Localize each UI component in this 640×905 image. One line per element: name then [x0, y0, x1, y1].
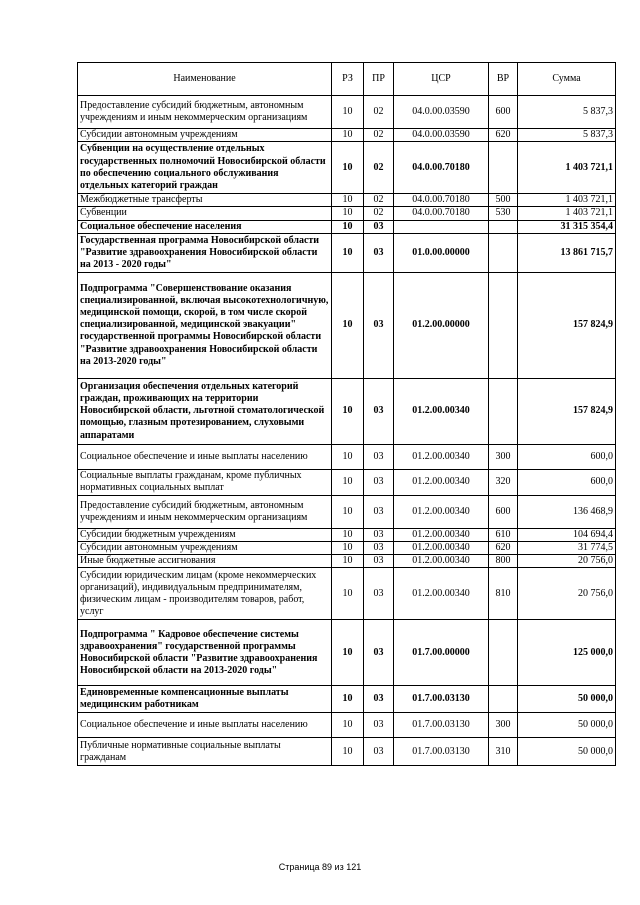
cell-vr: 500: [489, 194, 518, 207]
cell-rz: 10: [332, 495, 364, 528]
table-row: [78, 96, 616, 129]
cell-csr: 01.2.00.00340: [394, 469, 489, 495]
cell-rz: 10: [332, 738, 364, 766]
cell-rz: 10: [332, 207, 364, 220]
table-row: [78, 378, 616, 444]
cell-sum: 600,0: [518, 444, 616, 469]
cell-rz: 10: [332, 129, 364, 142]
cell-pr: 03: [364, 713, 394, 738]
cell-pr: 02: [364, 96, 394, 129]
cell-name: Предоставление субсидий бюджетным, автономным учреждениям и иным некоммерческим организациям: [78, 495, 332, 528]
cell-name: Субвенции: [78, 207, 332, 220]
cell-vr: 600: [489, 495, 518, 528]
table-row: [78, 495, 616, 528]
cell-rz: 10: [332, 142, 364, 194]
cell-vr: [489, 272, 518, 378]
cell-pr: 03: [364, 469, 394, 495]
cell-pr: 02: [364, 194, 394, 207]
cell-pr: 02: [364, 129, 394, 142]
cell-csr: 01.2.00.00340: [394, 542, 489, 555]
cell-rz: 10: [332, 220, 364, 233]
cell-vr: [489, 686, 518, 713]
header-csr: ЦСР: [394, 63, 489, 96]
table-row: [78, 555, 616, 568]
cell-csr: 01.7.00.03130: [394, 713, 489, 738]
page-number: Страница 89 из 121: [278, 862, 362, 872]
cell-vr: 620: [489, 129, 518, 142]
cell-vr: 600: [489, 96, 518, 129]
cell-csr: 04.0.00.03590: [394, 129, 489, 142]
cell-sum: 5 837,3: [518, 129, 616, 142]
cell-name: Субсидии автономным учреждениям: [78, 542, 332, 555]
header-pr: ПР: [364, 63, 394, 96]
cell-pr: 03: [364, 233, 394, 272]
cell-csr: 01.2.00.00340: [394, 378, 489, 444]
cell-rz: 10: [332, 194, 364, 207]
cell-pr: 03: [364, 444, 394, 469]
cell-sum: 20 756,0: [518, 568, 616, 620]
cell-sum: 157 824,9: [518, 272, 616, 378]
cell-rz: 10: [332, 96, 364, 129]
cell-csr: 01.7.00.00000: [394, 620, 489, 686]
cell-name: Межбюджетные трансферты: [78, 194, 332, 207]
cell-rz: 10: [332, 444, 364, 469]
cell-csr: 01.2.00.00340: [394, 568, 489, 620]
cell-csr: 01.2.00.00000: [394, 272, 489, 378]
cell-csr: 04.0.00.03590: [394, 96, 489, 129]
cell-sum: 136 468,9: [518, 495, 616, 528]
header-vr: ВР: [489, 63, 518, 96]
cell-rz: 10: [332, 233, 364, 272]
cell-name: Предоставление субсидий бюджетным, автономным учреждениям и иным некоммерческим организациям: [78, 96, 332, 129]
cell-pr: 03: [364, 378, 394, 444]
cell-vr: 320: [489, 469, 518, 495]
cell-vr: 810: [489, 568, 518, 620]
table-row: [78, 713, 616, 738]
cell-rz: 10: [332, 555, 364, 568]
cell-name: Социальное обеспечение населения: [78, 220, 332, 233]
table-row: [78, 686, 616, 713]
cell-name: Субсидии бюджетным учреждениям: [78, 528, 332, 541]
budget-table: [77, 62, 616, 766]
cell-sum: 1 403 721,1: [518, 142, 616, 194]
cell-vr: 300: [489, 444, 518, 469]
cell-pr: 03: [364, 568, 394, 620]
cell-sum: 50 000,0: [518, 738, 616, 766]
cell-rz: 10: [332, 469, 364, 495]
header-sum: Сумма: [518, 63, 616, 96]
cell-rz: 10: [332, 272, 364, 378]
cell-name: Публичные нормативные социальные выплаты гражданам: [78, 738, 332, 766]
table-row: [78, 469, 616, 495]
cell-pr: 03: [364, 495, 394, 528]
cell-sum: 13 861 715,7: [518, 233, 616, 272]
cell-name: Социальное обеспечение и иные выплаты населению: [78, 713, 332, 738]
cell-name: Субвенции на осуществление отдельных государственных полномочий Новосибирской области по обеспечению социального обслуживания отдельных категорий граждан: [78, 142, 332, 194]
cell-pr: 03: [364, 686, 394, 713]
cell-pr: 03: [364, 620, 394, 686]
cell-vr: 610: [489, 528, 518, 541]
cell-csr: 01.2.00.00340: [394, 495, 489, 528]
cell-csr: 01.2.00.00340: [394, 555, 489, 568]
cell-vr: 310: [489, 738, 518, 766]
table-row: [78, 444, 616, 469]
table-header-row: [78, 63, 616, 96]
cell-csr: 04.0.00.70180: [394, 207, 489, 220]
cell-sum: 104 694,4: [518, 528, 616, 541]
cell-vr: 620: [489, 542, 518, 555]
table-row: [78, 528, 616, 541]
cell-sum: 157 824,9: [518, 378, 616, 444]
cell-csr: [394, 220, 489, 233]
table-row: [78, 220, 616, 233]
cell-sum: 50 000,0: [518, 686, 616, 713]
cell-csr: 01.7.00.03130: [394, 738, 489, 766]
cell-sum: 1 403 721,1: [518, 194, 616, 207]
cell-vr: [489, 620, 518, 686]
table-row: [78, 620, 616, 686]
cell-name: Государственная программа Новосибирской области "Развитие здравоохранения Новосибирской области на 2013 - 2020 годы": [78, 233, 332, 272]
cell-sum: 31 315 354,4: [518, 220, 616, 233]
cell-vr: 800: [489, 555, 518, 568]
cell-sum: 20 756,0: [518, 555, 616, 568]
cell-csr: 01.2.00.00340: [394, 528, 489, 541]
table-row: [78, 142, 616, 194]
cell-rz: 10: [332, 686, 364, 713]
cell-csr: 04.0.00.70180: [394, 142, 489, 194]
cell-name: Субсидии автономным учреждениям: [78, 129, 332, 142]
cell-name: Единовременные компенсационные выплаты медицинским работникам: [78, 686, 332, 713]
cell-csr: 04.0.00.70180: [394, 194, 489, 207]
cell-pr: 03: [364, 272, 394, 378]
cell-name: Социальное обеспечение и иные выплаты населению: [78, 444, 332, 469]
cell-pr: 03: [364, 542, 394, 555]
table-row: [78, 129, 616, 142]
cell-sum: 31 774,5: [518, 542, 616, 555]
cell-rz: 10: [332, 528, 364, 541]
cell-csr: 01.0.00.00000: [394, 233, 489, 272]
cell-vr: 530: [489, 207, 518, 220]
cell-sum: 125 000,0: [518, 620, 616, 686]
table-row: [78, 568, 616, 620]
table-body: [78, 96, 616, 766]
cell-pr: 02: [364, 142, 394, 194]
cell-rz: 10: [332, 568, 364, 620]
cell-name: Иные бюджетные ассигнования: [78, 555, 332, 568]
cell-rz: 10: [332, 620, 364, 686]
header-rz: РЗ: [332, 63, 364, 96]
cell-sum: 50 000,0: [518, 713, 616, 738]
cell-rz: 10: [332, 713, 364, 738]
cell-csr: 01.7.00.03130: [394, 686, 489, 713]
cell-name: Подпрограмма " Кадровое обеспечение системы здравоохранения" государственной программы Новосибирской области "Развитие здравоохранения Новосибирской области на 2013-2020 годы": [78, 620, 332, 686]
table-row: [78, 738, 616, 766]
cell-csr: 01.2.00.00340: [394, 444, 489, 469]
cell-vr: [489, 142, 518, 194]
cell-pr: 02: [364, 207, 394, 220]
cell-pr: 03: [364, 738, 394, 766]
cell-pr: 03: [364, 555, 394, 568]
cell-rz: 10: [332, 378, 364, 444]
cell-vr: [489, 220, 518, 233]
table-row: [78, 272, 616, 378]
table-row: [78, 233, 616, 272]
cell-sum: 5 837,3: [518, 96, 616, 129]
cell-vr: [489, 233, 518, 272]
cell-sum: 600,0: [518, 469, 616, 495]
table-row: [78, 207, 616, 220]
cell-name: Субсидии юридическим лицам (кроме некоммерческих организаций), индивидуальным предпринимателям, физическим лицам - производителям товаров, работ, услуг: [78, 568, 332, 620]
cell-pr: 03: [364, 220, 394, 233]
table-row: [78, 542, 616, 555]
header-name: Наименование: [78, 63, 332, 96]
cell-rz: 10: [332, 542, 364, 555]
cell-name: Подпрограмма "Совершенствование оказания специализированной, включая высокотехнологичную, медицинской помощи, скорой, в том числе скорой специализированной, медицинской эвакуации" государственной программы Новосибирской области "Развитие здравоохранения Новосибирской области на 2013-2020 годы": [78, 272, 332, 378]
cell-sum: 1 403 721,1: [518, 207, 616, 220]
cell-vr: 300: [489, 713, 518, 738]
cell-pr: 03: [364, 528, 394, 541]
cell-name: Организация обеспечения отдельных категорий граждан, проживающих на территории Новосибирской области, льготной стоматологической помощью, глазным протезированием, слуховыми аппаратами: [78, 378, 332, 444]
cell-vr: [489, 378, 518, 444]
table-row: [78, 194, 616, 207]
cell-name: Социальные выплаты гражданам, кроме публичных нормативных социальных выплат: [78, 469, 332, 495]
